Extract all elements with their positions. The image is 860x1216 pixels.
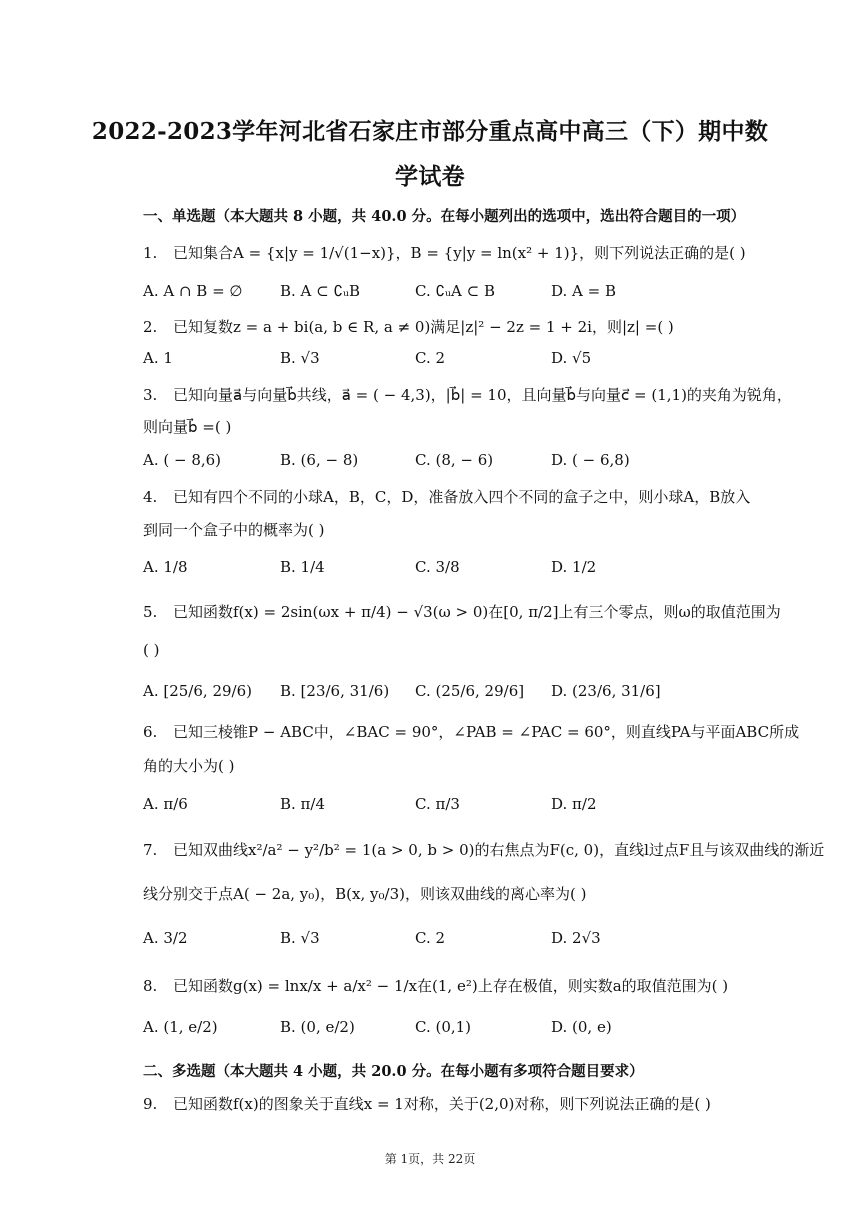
question-4-continued: 到同一个盒子中的概率为( ) xyxy=(143,521,325,539)
options-8 xyxy=(143,1018,763,1042)
option-c: C. (25/6, 29/6] xyxy=(415,682,525,700)
exam-title-line2: 学试卷 xyxy=(395,163,465,190)
option-a: A. (1, e/2) xyxy=(143,1018,218,1036)
question-number: 2. xyxy=(143,318,158,336)
question-text: 已知向量a⃗与向量b⃗共线，a⃗ = ( − 4,3)，|b⃗| = 10，且向量b⃗与向量c⃗ = (1,1)的夹角为锐角， xyxy=(173,386,792,404)
question-7 xyxy=(143,839,824,860)
option-c: C. (0,1) xyxy=(415,1018,472,1036)
section-single-choice: 一、单选题（本大题共 8 小题，共 40.0 分。在每小题列出的选项中，选出符合题目的一项） xyxy=(143,208,746,225)
options-2 xyxy=(143,349,763,373)
question-3 xyxy=(143,384,792,405)
question-5 xyxy=(143,601,781,622)
option-d: D. √5 xyxy=(551,349,592,367)
question-1 xyxy=(143,242,746,263)
question-3-continued: 则向量b⃗ =( ) xyxy=(143,418,232,436)
question-text: 已知三棱锥P − ABC中，∠BAC = 90°，∠PAB = ∠PAC = 60°，则直线PA与平面ABC所成 xyxy=(173,723,800,741)
option-d: D. 1/2 xyxy=(551,558,597,576)
question-5-continued: ( ) xyxy=(143,641,160,659)
options-6 xyxy=(143,795,763,819)
question-text: 已知集合A = {x|y = 1/√(1−x)}，B = {y|y = ln(x² + 1)}，则下列说法正确的是( ) xyxy=(173,244,746,262)
option-b: B. π/4 xyxy=(280,795,326,813)
question-8 xyxy=(143,975,728,996)
options-3 xyxy=(143,451,763,475)
option-b: B. 1/4 xyxy=(280,558,325,576)
option-b: B. (6, − 8) xyxy=(280,451,359,469)
question-number: 3. xyxy=(143,386,158,404)
option-d: D. 2√3 xyxy=(551,929,601,947)
option-d: D. (23/6, 31/6] xyxy=(551,682,661,700)
option-c: C. (8, − 6) xyxy=(415,451,494,469)
option-b: B. √3 xyxy=(280,929,320,947)
question-number: 9. xyxy=(143,1095,158,1113)
question-number: 5. xyxy=(143,603,158,621)
question-number: 4. xyxy=(143,488,158,506)
option-d: D. ( − 6,8) xyxy=(551,451,630,469)
options-5 xyxy=(143,682,763,706)
question-4 xyxy=(143,486,750,507)
option-a: A. ( − 8,6) xyxy=(143,451,222,469)
option-c: C. 2 xyxy=(415,349,446,367)
option-d: D. π/2 xyxy=(551,795,597,813)
option-a: A. A ∩ B = ∅ xyxy=(143,282,243,300)
option-d: D. A = B xyxy=(551,282,616,300)
question-7-continued: 线分别交于点A( − 2a, y₀)，B(x, y₀/3)，则该双曲线的离心率为( ) xyxy=(143,885,587,903)
question-text: 已知双曲线x²/a² − y²/b² = 1(a > 0, b > 0)的右焦点为F(c, 0)，直线l过点F且与该双曲线的渐近 xyxy=(173,841,825,859)
option-c: C. 2 xyxy=(415,929,446,947)
question-text: 已知函数f(x) = 2sin(ωx + π/4) − √3(ω > 0)在[0, π/2]上有三个零点，则ω的取值范围为 xyxy=(173,603,781,621)
option-a: A. [25/6, 29/6) xyxy=(143,682,252,700)
option-a: A. 1 xyxy=(143,349,173,367)
option-c: C. 3/8 xyxy=(415,558,460,576)
exam-title-line1: 2022-2023学年河北省石家庄市部分重点高中高三（下）期中数 xyxy=(91,118,769,145)
options-4 xyxy=(143,558,763,582)
question-2 xyxy=(143,316,674,337)
option-b: B. A ⊂ ∁ᵤB xyxy=(280,282,361,300)
option-c: C. π/3 xyxy=(415,795,460,813)
option-a: A. 1/8 xyxy=(143,558,188,576)
question-number: 1. xyxy=(143,244,158,262)
question-number: 7. xyxy=(143,841,158,859)
option-b: B. [23/6, 31/6) xyxy=(280,682,390,700)
question-text: 已知函数f(x)的图象关于直线x = 1对称，关于(2,0)对称，则下列说法正确的是( ) xyxy=(173,1095,711,1113)
option-b: B. (0, e/2) xyxy=(280,1018,355,1036)
question-9 xyxy=(143,1093,711,1114)
option-c: C. ∁ᵤA ⊂ B xyxy=(415,282,495,300)
question-text: 已知有四个不同的小球A，B，C，D，准备放入四个不同的盒子之中，则小球A，B放入 xyxy=(173,488,751,506)
option-a: A. π/6 xyxy=(143,795,188,813)
question-6 xyxy=(143,721,799,742)
page-footer: 第 1页，共 22页 xyxy=(384,1152,476,1166)
section-multiple-choice: 二、多选题（本大题共 4 小题，共 20.0 分。在每小题有多项符合题目要求） xyxy=(143,1063,644,1080)
question-text: 已知复数z = a + bi(a, b ∈ R, a ≠ 0)满足|z|² − 2z = 1 + 2i，则|z| =( ) xyxy=(173,318,674,336)
option-d: D. (0, e) xyxy=(551,1018,612,1036)
options-1 xyxy=(143,282,763,306)
option-a: A. 3/2 xyxy=(143,929,188,947)
options-7 xyxy=(143,929,763,953)
question-number: 6. xyxy=(143,723,158,741)
question-number: 8. xyxy=(143,977,158,995)
question-text: 已知函数g(x) = lnx/x + a/x² − 1/x在(1, e²)上存在极值，则实数a的取值范围为( ) xyxy=(173,977,729,995)
question-6-continued: 角的大小为( ) xyxy=(143,757,235,775)
option-b: B. √3 xyxy=(280,349,320,367)
